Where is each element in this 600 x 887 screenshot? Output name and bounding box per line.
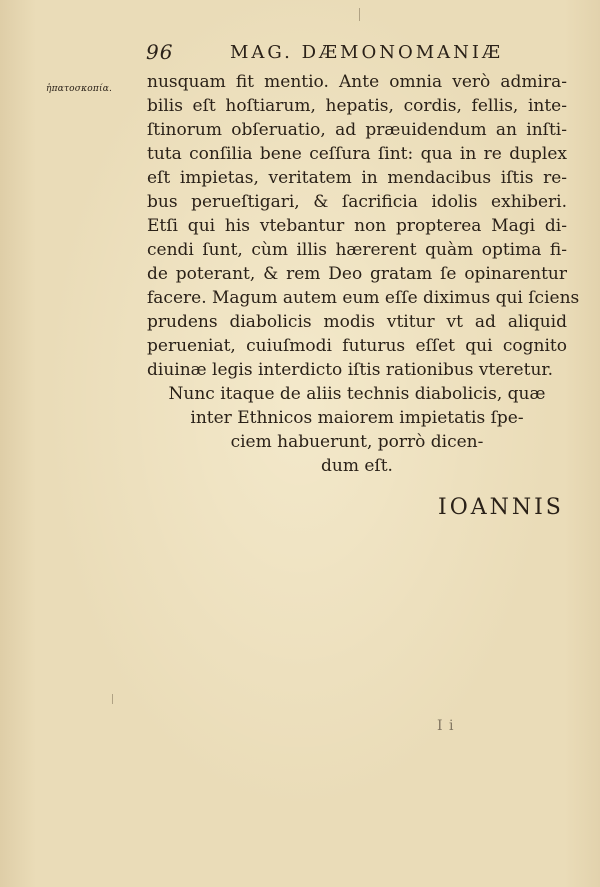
marginal-note: ἡπατοσκοπία. [46, 84, 113, 94]
page-number: 96 [146, 40, 174, 64]
text-line: prudens diabolicis modis vtitur vt ad aliquid [147, 312, 567, 332]
text-line: facere. Magum autem eum eſſe diximus qui ſciens [147, 288, 580, 308]
text-line: eſt impietas, veritatem in mendacibus iſtis re- [147, 168, 567, 188]
top-ink-mark [359, 8, 360, 21]
text-line: nusquam fit mentio. Ante omnia verò admira- [147, 72, 567, 92]
closing-line: inter Ethnicos maiorem impietatis ſpe- [190, 408, 524, 428]
text-line: diuinæ legis interdicto iſtis rationibus vteretur. [147, 360, 554, 380]
text-line: bus perueſtigari, & ſacrificia idolis exhiberi. [147, 192, 567, 212]
text-line: Etſi qui his vtebantur non propterea Magi di- [147, 216, 567, 236]
text-line: tuta conſilia bene ceſſura ſint: qua in re duplex [147, 144, 567, 164]
left-margin-mark [112, 694, 113, 704]
signature-mark: I i [437, 718, 455, 734]
text-line: perueniat, cuiuſmodi futurus eſſet qui cognito [147, 336, 567, 356]
closing-line: ciem habuerunt, porrò dicen- [230, 432, 484, 452]
closing-line: dum eſt. [321, 456, 393, 476]
text-line: cendi ſunt, cùm illis hærerent quàm optima fi- [147, 240, 567, 260]
text-line: bilis eſt hoſtiarum, hepatis, cordis, fellis, inte- [147, 96, 567, 116]
running-head: MAG. DÆMONOMANIÆ [230, 42, 504, 63]
closing-line: Nunc itaque de aliis technis diabolicis, quæ [168, 384, 546, 404]
text-line: de poterant, & rem Deo gratam ſe opinarentur [147, 264, 567, 284]
page-header [0, 36, 600, 66]
text-line: ſtinorum obſeruatio, ad præuidendum an inſti- [147, 120, 567, 140]
catchword: IOANNIS [438, 495, 564, 520]
